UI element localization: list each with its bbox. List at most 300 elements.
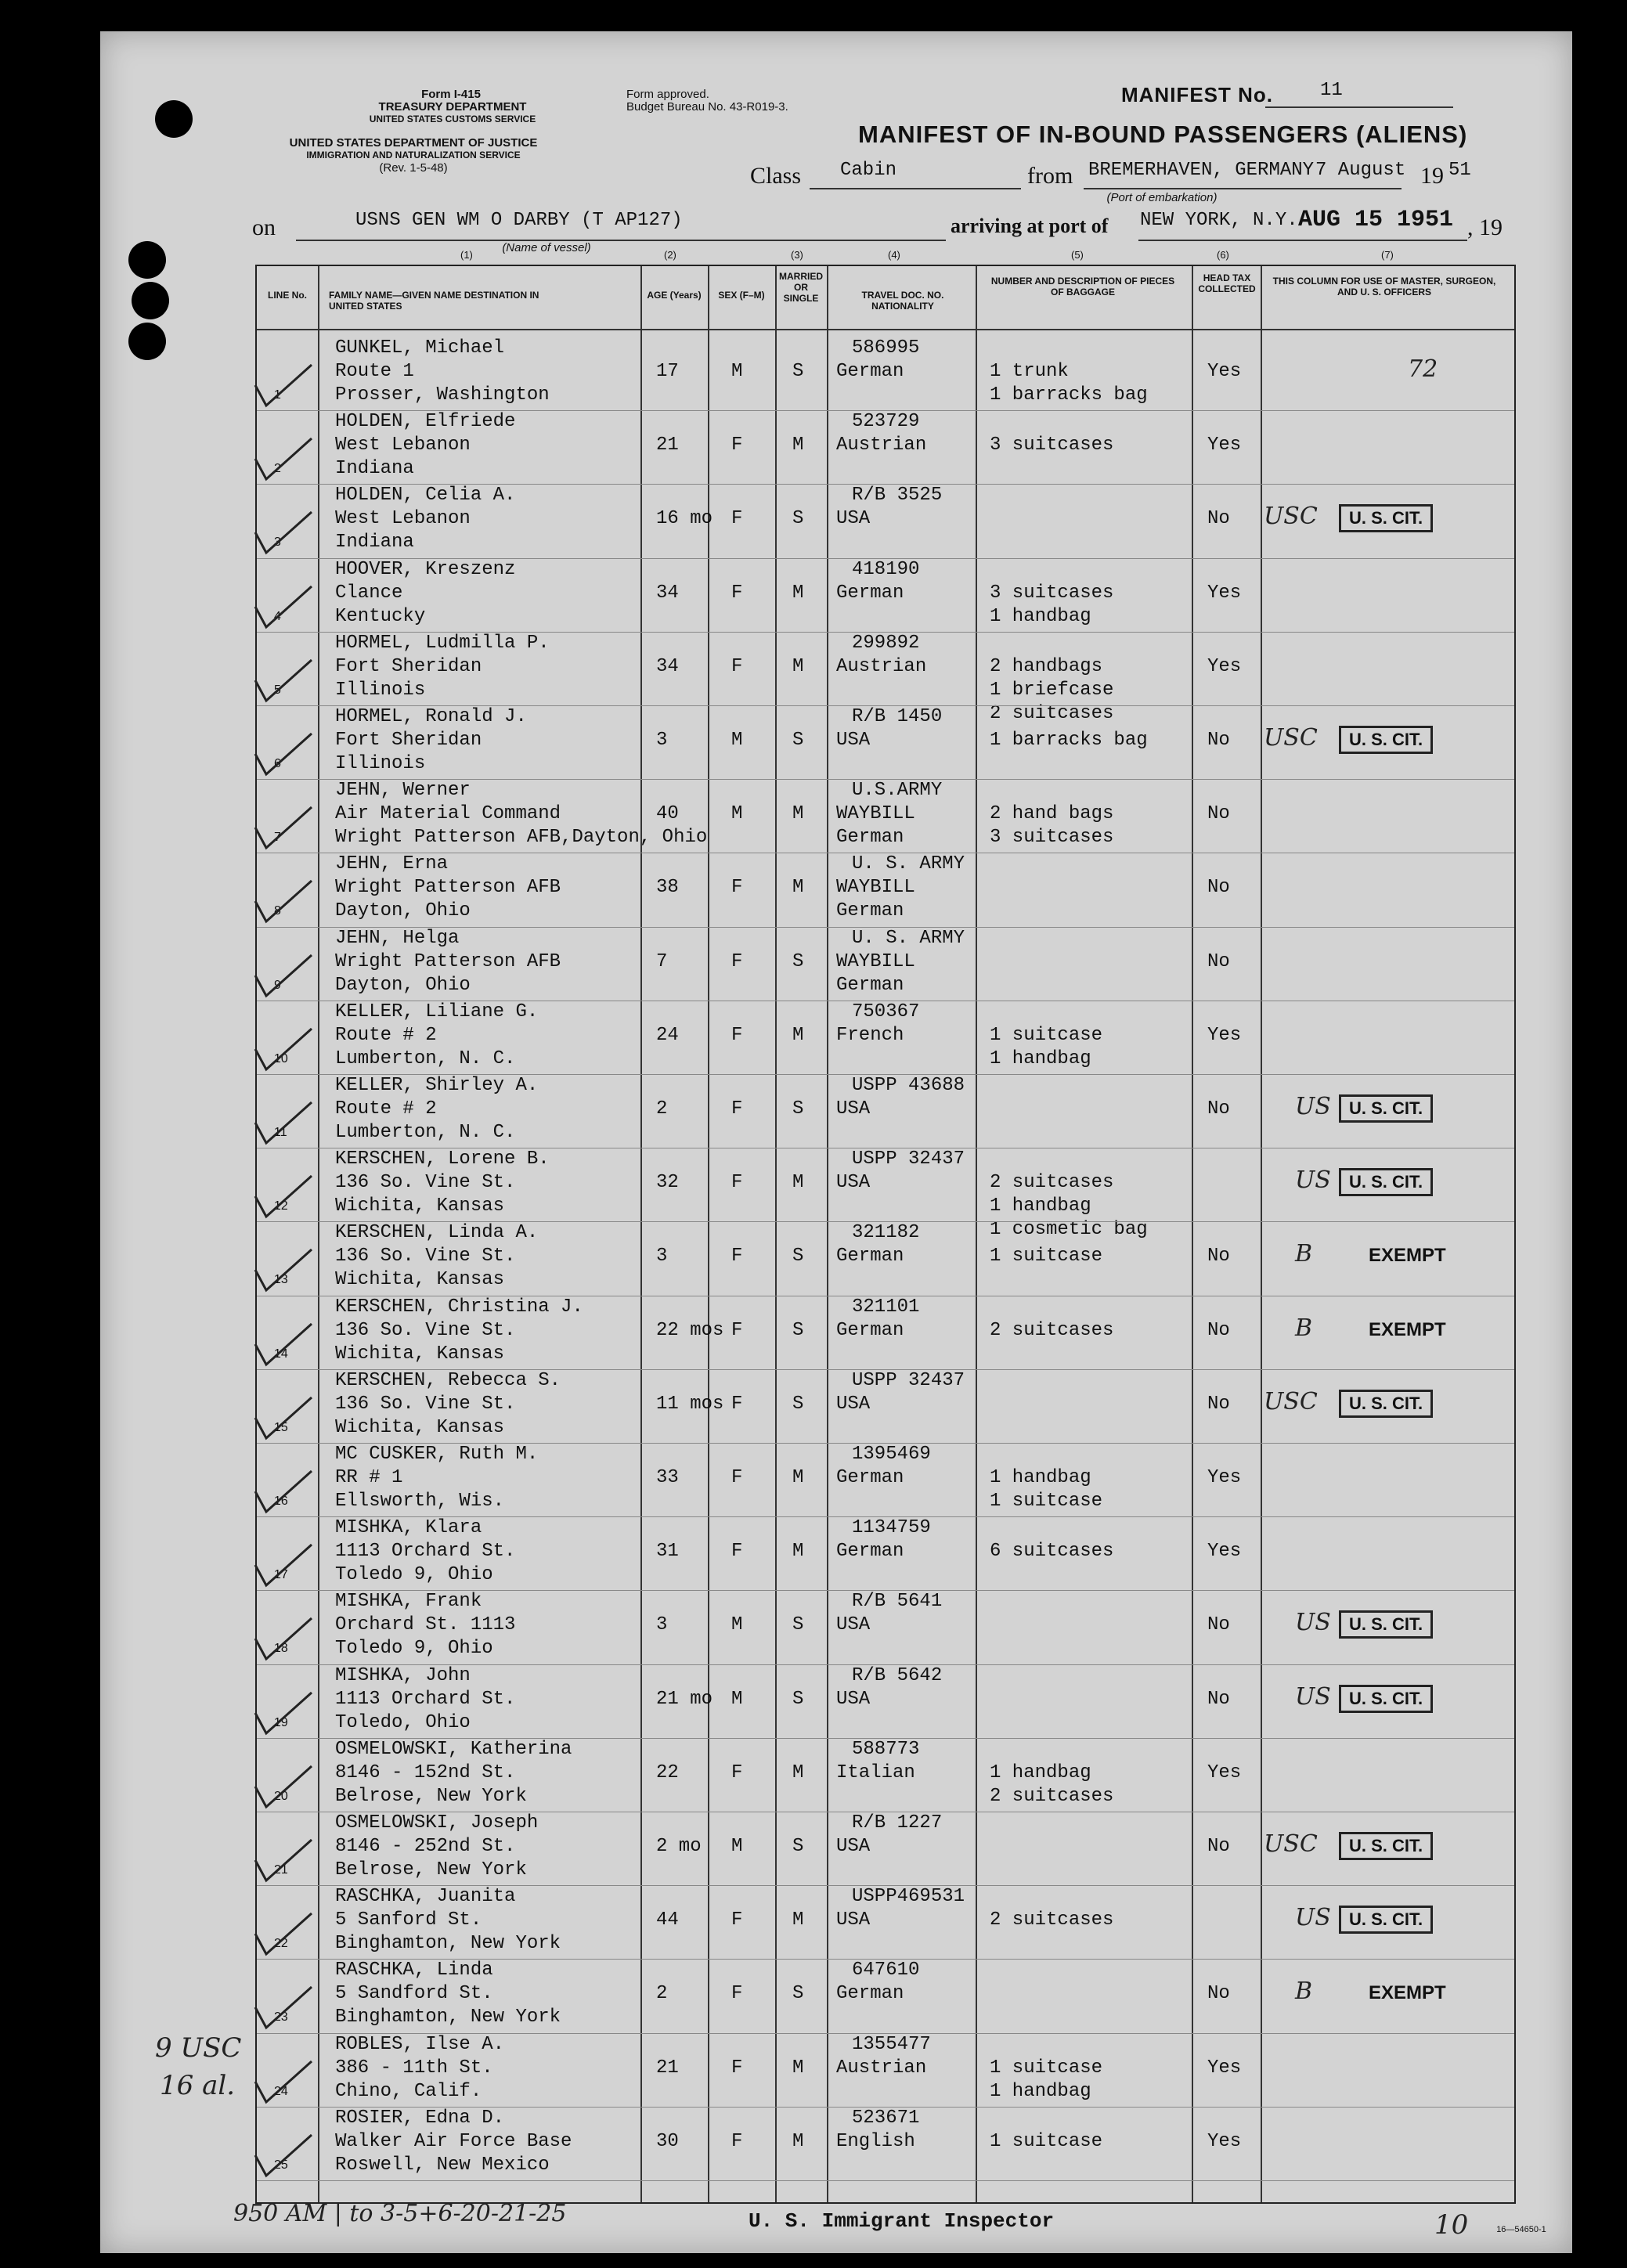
handwritten-margin-note: 16 al. <box>160 2070 236 2101</box>
line-number: 19 <box>274 1715 288 1729</box>
nationality: Austrian <box>836 655 927 677</box>
passenger-address: 386 - 11th St. <box>335 2057 493 2079</box>
check-mark-icon <box>252 1468 315 1515</box>
arrival-port: NEW YORK, N.Y. <box>1140 210 1298 231</box>
check-mark-icon <box>252 1099 315 1146</box>
table-row <box>257 1369 1514 1443</box>
nationality: Italian <box>836 1761 915 1783</box>
passenger-destination: Toledo, Ohio <box>335 1711 471 1733</box>
passenger-name: OSMELOWSKI, Joseph <box>335 1812 539 1834</box>
travel-doc-number: USPP 43688 <box>852 1075 965 1096</box>
check-mark-icon <box>252 509 315 556</box>
col-num-6: (6) <box>1217 249 1229 261</box>
check-mark-icon <box>252 1541 315 1588</box>
marital-status: M <box>792 877 804 899</box>
table-row <box>257 2107 1514 2180</box>
marital-status: S <box>792 950 804 972</box>
nationality: WAYBILL <box>836 877 915 899</box>
col-head-baggage: NUMBER AND DESCRIPTION OF PIECES OF BAGGAGE <box>990 276 1175 297</box>
nationality: USA <box>836 1098 871 1120</box>
head-tax: Yes <box>1207 361 1242 382</box>
check-mark-icon <box>252 878 315 925</box>
marital-status: S <box>792 1319 804 1341</box>
exempt-mark: EXEMPT <box>1369 1245 1446 1267</box>
travel-doc-number: U.S.ARMY <box>852 780 943 802</box>
table-row <box>257 1959 1514 2032</box>
arriving-label: arriving at port of <box>951 215 1109 237</box>
marital-status: S <box>792 1614 804 1636</box>
form-number: Form I-415 <box>421 88 481 101</box>
travel-doc-number: USPP469531 <box>852 1886 965 1908</box>
passenger-sex: F <box>731 582 743 604</box>
officer-handwritten-note: US <box>1295 1093 1331 1120</box>
us-citizen-stamp: U. S. CIT. <box>1339 726 1433 754</box>
passenger-address: Walker Air Force Base <box>335 2130 572 2152</box>
us-citizen-stamp: U. S. CIT. <box>1339 1906 1433 1934</box>
port-caption: (Port of embarkation) <box>1106 191 1218 204</box>
header-divider <box>257 329 1514 330</box>
passenger-sex: F <box>731 1983 743 2005</box>
year-prefix: 19 <box>1420 163 1444 189</box>
line-number: 20 <box>274 1789 288 1803</box>
table-row <box>257 1221 1514 1295</box>
table-row <box>257 1590 1514 1664</box>
passenger-age: 2 <box>656 1098 668 1120</box>
passenger-name: HOOVER, Kreszenz <box>335 558 516 580</box>
marital-status: M <box>792 1467 804 1488</box>
passenger-sex: M <box>731 1836 743 1857</box>
passenger-destination: Dayton, Ohio <box>335 974 471 996</box>
year-value: 51 <box>1448 160 1471 181</box>
us-citizen-stamp: U. S. CIT. <box>1339 1390 1433 1418</box>
us-citizen-stamp: U. S. CIT. <box>1339 1832 1433 1860</box>
passenger-sex: F <box>731 508 743 530</box>
passenger-destination: Kentucky <box>335 605 426 627</box>
marital-status: S <box>792 361 804 382</box>
us-citizen-stamp: U. S. CIT. <box>1339 504 1433 532</box>
col-head-doc: TRAVEL DOC. NO. NATIONALITY <box>861 290 944 312</box>
vessel-caption: (Name of vessel) <box>502 241 591 254</box>
passenger-destination: Lumberton, N. C. <box>335 1122 516 1143</box>
manifest-table <box>255 249 1516 2204</box>
travel-doc-number: 523729 <box>852 411 920 433</box>
manifest-no-label: MANIFEST No. <box>1121 83 1273 106</box>
check-mark-icon <box>252 1984 315 2031</box>
table-row <box>257 1516 1514 1590</box>
passenger-name: MISHKA, Klara <box>335 1517 482 1539</box>
passenger-destination: Toledo 9, Ohio <box>335 1638 493 1660</box>
head-tax: No <box>1207 1983 1230 2005</box>
table-row <box>257 337 1514 410</box>
arrival-date-stamp: AUG 15 1951 <box>1298 207 1454 233</box>
nationality-extra: German <box>836 827 904 849</box>
passenger-address: West Lebanon <box>335 434 471 456</box>
manifest-page <box>100 31 1572 2253</box>
us-citizen-stamp: U. S. CIT. <box>1339 1685 1433 1713</box>
class-label: Class <box>750 163 802 189</box>
from-line <box>1084 188 1402 189</box>
travel-doc-number: 321101 <box>852 1296 920 1318</box>
budget-bureau: Budget Bureau No. 43-R019-3. <box>626 100 788 114</box>
form-code: 16—54650-1 <box>1496 2225 1546 2234</box>
head-tax: Yes <box>1207 2130 1242 2152</box>
passenger-address: 136 So. Vine St. <box>335 1319 516 1341</box>
travel-doc-number: 750367 <box>852 1001 920 1022</box>
passenger-destination: Belrose, New York <box>335 1785 527 1807</box>
handwritten-bottom-note: 950 AM | to 3-5+6-20-21-25 <box>233 2200 567 2227</box>
passenger-destination: Chino, Calif. <box>335 2080 482 2102</box>
baggage-line-1: 2 suitcases <box>990 1319 1114 1341</box>
officer-handwritten-note: US <box>1295 1682 1331 1711</box>
check-mark-icon <box>252 435 315 482</box>
passenger-name: GUNKEL, Michael <box>335 337 505 359</box>
col-head-sex: SEX (F–M) <box>718 290 765 301</box>
passenger-sex: M <box>731 1688 743 1710</box>
baggage-line-1: 1 handbag <box>990 1467 1091 1488</box>
marital-status: M <box>792 434 804 456</box>
passenger-sex: F <box>731 2057 743 2079</box>
baggage-line-2: 1 barracks bag <box>990 384 1148 406</box>
form-approved: Form approved. <box>626 88 709 101</box>
passenger-address: 5 Sandford St. <box>335 1983 493 2005</box>
travel-doc-number: R/B 5641 <box>852 1591 943 1613</box>
passenger-address: Route # 2 <box>335 1098 437 1120</box>
punch-hole <box>128 323 166 360</box>
marital-status: M <box>792 1172 804 1194</box>
table-row <box>257 1074 1514 1148</box>
head-tax: No <box>1207 950 1230 972</box>
passenger-destination: Ellsworth, Wis. <box>335 1491 505 1512</box>
customs-service: UNITED STATES CUSTOMS SERVICE <box>369 114 536 124</box>
check-mark-icon <box>252 362 315 409</box>
travel-doc-number: 321182 <box>852 1222 920 1244</box>
line-number: 10 <box>274 1051 288 1065</box>
punch-hole <box>128 241 166 279</box>
nationality: German <box>836 1541 904 1563</box>
line-number: 25 <box>274 2158 288 2172</box>
line-number: 15 <box>274 1420 288 1434</box>
table-row <box>257 2033 1514 2107</box>
passenger-name: KERSCHEN, Christina J. <box>335 1296 583 1318</box>
passenger-destination: Binghamton, New York <box>335 2007 561 2028</box>
col-num-1: (1) <box>460 249 473 261</box>
nationality: Austrian <box>836 2057 927 2079</box>
head-tax: No <box>1207 1098 1230 1120</box>
passenger-name: JEHN, Erna <box>335 853 449 875</box>
line-number: 17 <box>274 1568 288 1582</box>
handwritten-page-mark: 10 <box>1434 2209 1469 2241</box>
table-row <box>257 1001 1514 1074</box>
passenger-sex: F <box>731 877 743 899</box>
head-tax: No <box>1207 1319 1230 1341</box>
officer-handwritten-note: USC <box>1264 503 1318 531</box>
passenger-sex: F <box>731 1024 743 1046</box>
line-number: 13 <box>274 1273 288 1287</box>
marital-status: M <box>792 1761 804 1783</box>
line-number: 24 <box>274 2084 288 2098</box>
head-tax: No <box>1207 1393 1230 1415</box>
line-number: 23 <box>274 2010 288 2025</box>
nationality: USA <box>836 1836 871 1857</box>
passenger-age: 44 <box>656 1909 679 1931</box>
passenger-age: 22 mos <box>656 1319 724 1341</box>
table-row <box>257 558 1514 632</box>
marital-status: S <box>792 1688 804 1710</box>
inspector-line: U. S. Immigrant Inspector <box>749 2209 1055 2233</box>
baggage-line-1: 1 suitcase <box>990 2130 1103 2152</box>
passenger-sex: M <box>731 1614 743 1636</box>
head-tax: Yes <box>1207 1024 1242 1046</box>
passenger-destination: Roswell, New Mexico <box>335 2154 550 2176</box>
head-tax: No <box>1207 803 1230 825</box>
officer-handwritten-note: US <box>1295 1904 1331 1932</box>
travel-doc-number: 299892 <box>852 632 920 654</box>
from-label: from <box>1027 163 1073 189</box>
passenger-destination: Indiana <box>335 458 414 480</box>
manifest-no-line <box>1265 106 1453 108</box>
passenger-destination: Wichita, Kansas <box>335 1195 505 1217</box>
travel-doc-number: USPP 32437 <box>852 1148 965 1170</box>
passenger-age: 38 <box>656 877 679 899</box>
travel-doc-number: 586995 <box>852 337 920 359</box>
passenger-age: 22 <box>656 1761 679 1783</box>
passenger-age: 30 <box>656 2130 679 2152</box>
travel-doc-number: R/B 3525 <box>852 485 943 507</box>
punch-hole <box>155 100 193 138</box>
travel-doc-number: 647610 <box>852 1960 920 1981</box>
line-number: 4 <box>274 609 281 623</box>
passenger-age: 11 mos <box>656 1393 724 1415</box>
passenger-name: KERSCHEN, Linda A. <box>335 1222 539 1244</box>
passenger-sex: F <box>731 950 743 972</box>
marital-status: M <box>792 1024 804 1046</box>
nationality: USA <box>836 1909 871 1931</box>
passenger-sex: F <box>731 1541 743 1563</box>
passenger-sex: M <box>731 730 743 751</box>
check-mark-icon <box>252 1837 315 1884</box>
table-row <box>257 1443 1514 1516</box>
passenger-sex: F <box>731 2130 743 2152</box>
nationality: WAYBILL <box>836 950 915 972</box>
passenger-age: 16 mo <box>656 508 713 530</box>
head-tax: No <box>1207 877 1230 899</box>
line-number: 7 <box>274 831 281 845</box>
passenger-name: ROBLES, Ilse A. <box>335 2033 505 2055</box>
table-row <box>257 1738 1514 1812</box>
col-head-tax: HEAD TAX COLLECTED <box>1198 272 1256 294</box>
manifest-title: MANIFEST OF IN-BOUND PASSENGERS (ALIENS) <box>858 121 1468 148</box>
check-mark-icon <box>252 952 315 999</box>
check-mark-icon <box>252 730 315 777</box>
arrival-line <box>1138 240 1467 241</box>
passenger-name: OSMELOWSKI, Katherina <box>335 1738 572 1760</box>
table-row <box>257 410 1514 484</box>
passenger-name: HOLDEN, Celia A. <box>335 485 516 507</box>
passenger-address: Orchard St. 1113 <box>335 1614 516 1636</box>
baggage-line-1: 3 suitcases <box>990 582 1114 604</box>
baggage-line-1: 1 trunk <box>990 361 1069 382</box>
check-mark-icon <box>252 1394 315 1441</box>
check-mark-icon <box>252 1615 315 1662</box>
baggage-line-1: 1 handbag <box>990 1761 1091 1783</box>
passenger-destination: Binghamton, New York <box>335 1933 561 1955</box>
exempt-mark: EXEMPT <box>1369 1318 1446 1340</box>
passenger-sex: F <box>731 1319 743 1341</box>
travel-doc-number: 588773 <box>852 1738 920 1760</box>
travel-doc-number: 523671 <box>852 2107 920 2129</box>
vessel-name: USNS GEN WM O DARBY (T AP127) <box>355 210 683 231</box>
line-number: 16 <box>274 1495 288 1508</box>
passenger-age: 3 <box>656 1614 668 1636</box>
check-mark-icon <box>252 804 315 851</box>
col-head-married: MARRIED OR SINGLE <box>779 271 823 304</box>
marital-status: M <box>792 1541 804 1563</box>
nationality: German <box>836 1246 904 1267</box>
nationality: USA <box>836 1614 871 1636</box>
officer-handwritten-note: USC <box>1264 1830 1318 1858</box>
passenger-age: 33 <box>656 1467 679 1488</box>
table-row <box>257 1885 1514 1959</box>
nationality-extra: German <box>836 974 904 996</box>
head-tax: No <box>1207 1246 1230 1267</box>
passenger-address: Fort Sheridan <box>335 730 482 751</box>
ins-service: IMMIGRATION AND NATURALIZATION SERVICE <box>306 150 521 160</box>
nationality: USA <box>836 508 871 530</box>
on-label: on <box>252 215 276 240</box>
marital-status: M <box>792 1909 804 1931</box>
passenger-address: 8146 - 152nd St. <box>335 1761 516 1783</box>
marital-status: M <box>792 803 804 825</box>
form-revision: (Rev. 1-5-48) <box>379 161 448 175</box>
head-tax: No <box>1207 730 1230 751</box>
passenger-age: 3 <box>656 730 668 751</box>
passenger-destination: Toledo 9, Ohio <box>335 1564 493 1586</box>
col-head-line: LINE No. <box>268 290 307 301</box>
col-head-officers: THIS COLUMN FOR USE OF MASTER, SURGEON, AND U. S. OFFICERS <box>1272 276 1496 297</box>
passenger-name: HORMEL, Ludmilla P. <box>335 632 550 654</box>
table-row <box>257 484 1514 557</box>
baggage-line-2: 3 suitcases <box>990 827 1114 849</box>
passenger-age: 32 <box>656 1172 679 1194</box>
col-num-7: (7) <box>1381 249 1394 261</box>
nationality: German <box>836 361 904 382</box>
baggage-line-1: 2 suitcases <box>990 1172 1114 1194</box>
nationality: German <box>836 1467 904 1488</box>
passenger-age: 7 <box>656 950 668 972</box>
marital-status: M <box>792 582 804 604</box>
passenger-address: 1113 Orchard St. <box>335 1541 516 1563</box>
passenger-name: HOLDEN, Elfriede <box>335 411 516 433</box>
line-number: 21 <box>274 1863 288 1877</box>
travel-doc-number: USPP 32437 <box>852 1369 965 1391</box>
us-citizen-stamp: U. S. CIT. <box>1339 1610 1433 1639</box>
passenger-sex: F <box>731 1393 743 1415</box>
head-tax: Yes <box>1207 582 1242 604</box>
passenger-sex: F <box>731 1467 743 1488</box>
passenger-sex: F <box>731 655 743 677</box>
passenger-sex: F <box>731 434 743 456</box>
head-tax: No <box>1207 1836 1230 1857</box>
passenger-age: 34 <box>656 655 679 677</box>
passenger-address: Air Material Command <box>335 803 561 825</box>
nationality: English <box>836 2130 915 2152</box>
baggage-line-2: 1 handbag <box>990 2080 1091 2102</box>
baggage-line-1: 2 suitcases <box>990 1909 1114 1931</box>
marital-status: S <box>792 1393 804 1415</box>
passenger-age: 17 <box>656 361 679 382</box>
line-number: 14 <box>274 1347 288 1361</box>
travel-doc-number: R/B 5642 <box>852 1664 943 1686</box>
passenger-address: Clance <box>335 582 403 604</box>
check-mark-icon <box>252 583 315 630</box>
passenger-name: KELLER, Liliane G. <box>335 1001 539 1022</box>
officer-handwritten-note: B <box>1295 1240 1313 1268</box>
col-head-age: AGE (Years) <box>647 290 702 301</box>
line-number: 2 <box>274 462 281 476</box>
nationality: German <box>836 582 904 604</box>
marital-status: S <box>792 1246 804 1267</box>
check-mark-icon <box>252 1689 315 1736</box>
nationality: USA <box>836 1688 871 1710</box>
officer-handwritten-note: B <box>1295 1978 1313 2006</box>
manifest-no: 11 <box>1320 80 1343 101</box>
passenger-age: 21 <box>656 2057 679 2079</box>
passenger-name: RASCHKA, Juanita <box>335 1886 516 1908</box>
passenger-destination: Indiana <box>335 532 414 553</box>
passenger-address: 136 So. Vine St. <box>335 1172 516 1194</box>
col-num-3: (3) <box>791 249 803 261</box>
nationality: WAYBILL <box>836 803 915 825</box>
passenger-name: ROSIER, Edna D. <box>335 2107 505 2129</box>
passenger-age: 21 <box>656 434 679 456</box>
class-line <box>810 188 1021 189</box>
passenger-address: RR # 1 <box>335 1467 403 1488</box>
travel-doc-number: 1395469 <box>852 1444 931 1465</box>
passenger-age: 3 <box>656 1246 668 1267</box>
travel-doc-number: 418190 <box>852 558 920 580</box>
baggage-line-3: 1 cosmetic bag <box>990 1219 1148 1241</box>
table-row <box>257 705 1514 779</box>
baggage-line-2: 2 suitcases <box>990 1785 1114 1807</box>
baggage-line-2: 1 handbag <box>990 1047 1091 1069</box>
baggage-line-1: 6 suitcases <box>990 1541 1114 1563</box>
head-tax: Yes <box>1207 2057 1242 2079</box>
table-row <box>257 1812 1514 1885</box>
passenger-address: 1113 Orchard St. <box>335 1688 516 1710</box>
nationality: German <box>836 1319 904 1341</box>
passenger-sex: M <box>731 803 743 825</box>
passenger-name: KERSCHEN, Lorene B. <box>335 1148 550 1170</box>
marital-status: S <box>792 508 804 530</box>
head-tax: Yes <box>1207 1467 1242 1488</box>
passenger-name: KELLER, Shirley A. <box>335 1075 539 1096</box>
baggage-line-1: 1 suitcase <box>990 1024 1103 1046</box>
travel-doc-number: 1355477 <box>852 2033 931 2055</box>
exempt-mark: EXEMPT <box>1369 1982 1446 2004</box>
officer-handwritten-note: 72 <box>1408 355 1438 383</box>
justice-dept: UNITED STATES DEPARTMENT OF JUSTICE <box>289 136 538 150</box>
table-row <box>257 853 1514 926</box>
marital-status: S <box>792 1983 804 2005</box>
officer-handwritten-note: US <box>1295 1609 1331 1637</box>
passenger-sex: F <box>731 1761 743 1783</box>
officer-handwritten-note: USC <box>1264 724 1318 752</box>
passenger-destination: Wright Patterson AFB,Dayton, Ohio <box>335 827 708 849</box>
baggage-line-3: 2 suitcases <box>990 702 1114 724</box>
line-number: 8 <box>274 904 281 918</box>
table-row <box>257 1296 1514 1369</box>
passenger-sex: F <box>731 1246 743 1267</box>
